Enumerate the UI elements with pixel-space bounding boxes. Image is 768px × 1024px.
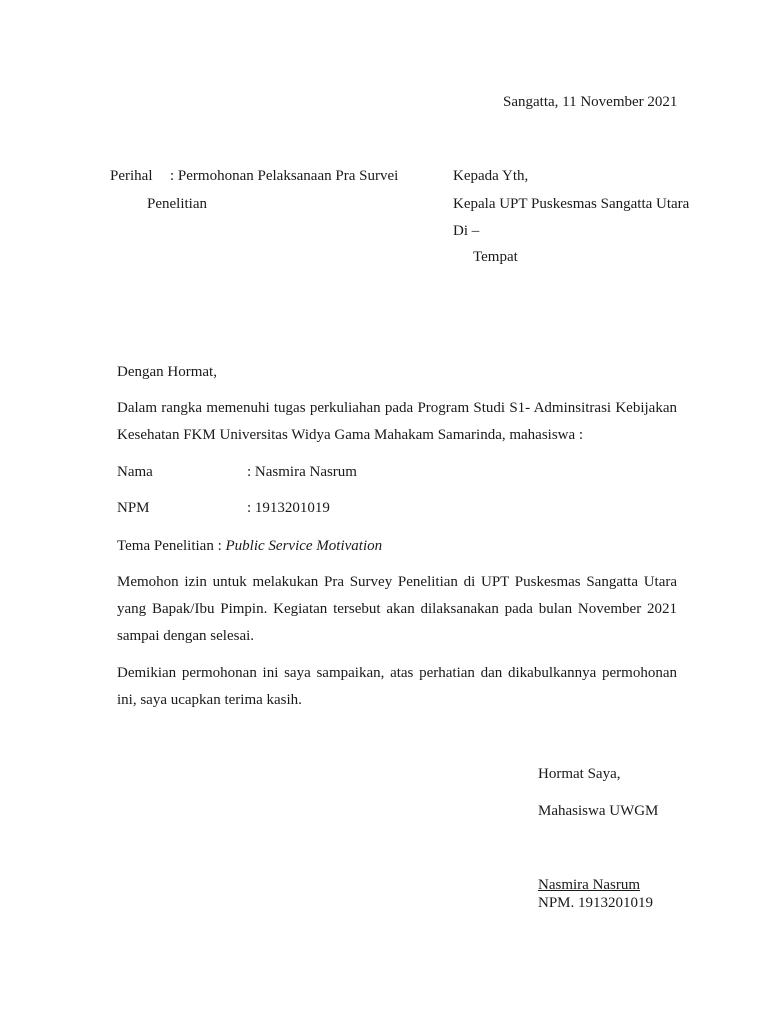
recipient-line-2: Kepala UPT Puskesmas Sangatta Utara bbox=[453, 196, 690, 212]
field-label-npm: NPM bbox=[117, 500, 150, 516]
field-label-tema: Tema Penelitian bbox=[117, 538, 214, 554]
field-separator-tema: : bbox=[213, 538, 226, 554]
signatory-name: Nasmira Nasrum bbox=[538, 877, 641, 893]
recipient-line-1: Kepada Yth, bbox=[453, 168, 529, 184]
recipient-line-4: Tempat bbox=[473, 249, 518, 265]
subject-line-1: : Permohonan Pelaksanaan Pra Survei bbox=[170, 168, 399, 184]
body-paragraph-2: Demikian permohonan ini saya sampaikan, atas perhatian dan dikabulkannya permohonan ini, saya ucapkan terima kasih. bbox=[117, 665, 677, 708]
subject-line-2: Penelitian bbox=[147, 196, 207, 212]
field-value-npm: : 1913201019 bbox=[247, 500, 330, 516]
recipient-line-3: Di – bbox=[453, 223, 480, 239]
letter-date: Sangatta, 11 November 2021 bbox=[503, 94, 678, 110]
field-label-nama: Nama bbox=[117, 464, 153, 480]
field-value-tema: Public Service Motivation bbox=[225, 538, 383, 554]
body-paragraph-1: Memohon izin untuk melakukan Pra Survey Penelitian di UPT Puskesmas Sangatta Utara yang Bapak/Ibu Pimpin. Kegiatan tersebut akan dilaksanakan pada bulan November 2021 sampai dengan selesai. bbox=[117, 574, 677, 644]
signatory-npm: NPM. 1913201019 bbox=[538, 895, 654, 911]
greeting: Dengan Hormat, bbox=[117, 364, 217, 380]
closing-role: Mahasiswa UWGM bbox=[538, 803, 659, 819]
intro-paragraph: Dalam rangka memenuhi tugas perkuliahan pada Program Studi S1- Adminsitrasi Kebijakan Kesehatan FKM Universitas Widya Gama Mahakam Samarinda, mahasiswa : bbox=[117, 400, 677, 443]
subject-label: Perihal bbox=[110, 168, 153, 184]
field-tema bbox=[117, 537, 382, 555]
closing-salutation: Hormat Saya, bbox=[538, 766, 621, 782]
field-value-nama: : Nasmira Nasrum bbox=[247, 464, 357, 480]
